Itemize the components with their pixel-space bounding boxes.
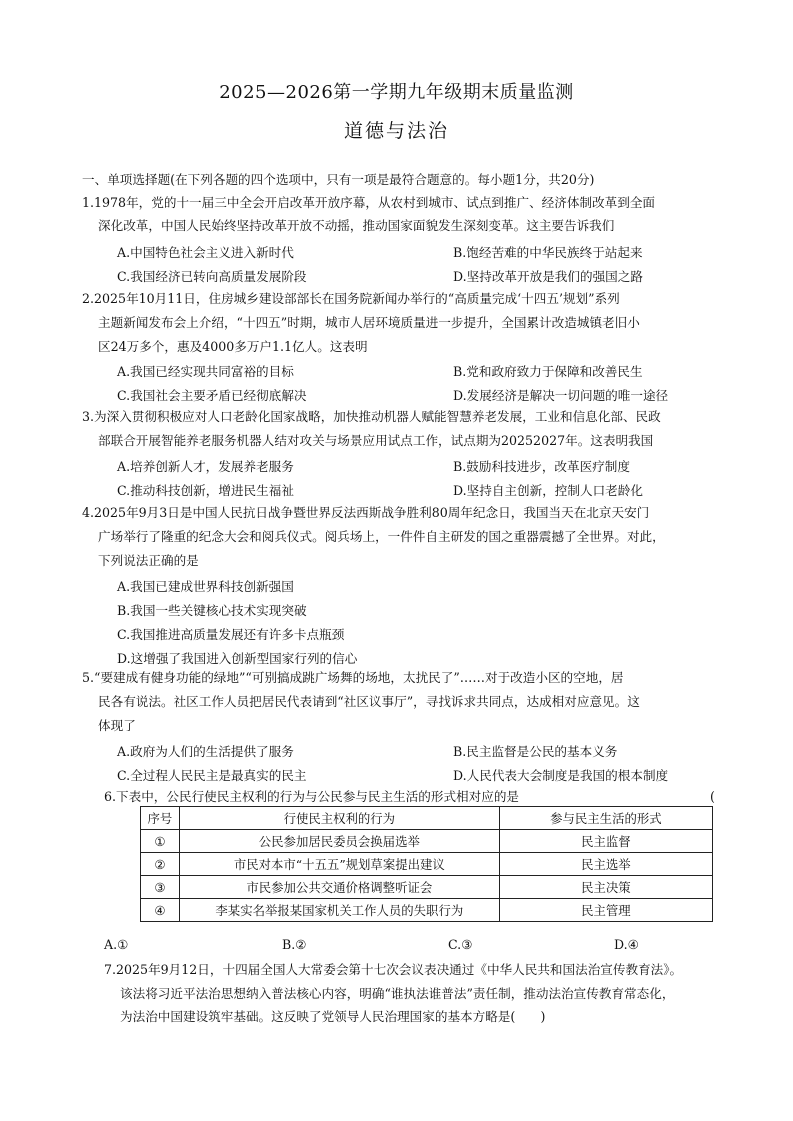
question-6-option-b: B.② bbox=[282, 937, 307, 952]
question-4-option-a: A.我国已建成世界科技创新强国 bbox=[117, 579, 294, 594]
question-3-line-2: 部联合开展智能养老服务机器人结对攻关与场景应用试点工作，试点期为20252027年。这表明我国 bbox=[98, 433, 654, 448]
question-3-option-b: B.鼓励科技进步，改革医疗制度 bbox=[453, 459, 630, 474]
table-cell: 李某实名举报某国家机关工作人员的失职行为 bbox=[179, 899, 499, 922]
exam-title: 2025—2026第一学期九年级期末质量监测 bbox=[219, 82, 574, 103]
table-header-cell: 参与民主生活的形式 bbox=[499, 807, 712, 830]
question-6-line: 6.下表中，公民行使民主权利的行为与公民参与民主生活的形式相对应的是 bbox=[104, 789, 520, 804]
table-cell: 民主选举 bbox=[499, 853, 712, 876]
question-4-option-b: B.我国一些关键核心技术实现突破 bbox=[117, 603, 307, 618]
question-6-option-a: A.① bbox=[104, 937, 129, 952]
question-7-line-3: 为法治中国建设筑牢基础。这反映了党领导人民治理国家的基本方略是( ) bbox=[120, 1009, 546, 1024]
question-1-line-1: 1.1978年，党的十一届三中全会开启改革开放序幕，从农村到城市、试点到推广、经济体制改革到全面 bbox=[82, 195, 656, 210]
table-header-row bbox=[141, 807, 713, 830]
question-5-option-d: D.人民代表大会制度是我国的根本制度 bbox=[453, 768, 669, 783]
question-7-line-1: 7.2025年9月12日，十四届全国人大常委会第十七次会议表决通过《中华人民共和国法治宣传教育法》。 bbox=[104, 962, 683, 977]
table-row bbox=[141, 899, 713, 922]
question-4-line-3: 下列说法正确的是 bbox=[98, 553, 199, 568]
question-5-line-3: 体现了 bbox=[98, 718, 136, 733]
question-1-option-b: B.饱经苦难的中华民族终于站起来 bbox=[453, 245, 643, 260]
question-3-option-d: D.坚持自主创新，控制人口老龄化 bbox=[453, 483, 643, 498]
question-2-line-2: 主题新闻发布会上介绍，“十四五”时期，城市人居环境质量进一步提升，全国累计改造城镇老旧小 bbox=[98, 315, 640, 330]
question-4-option-c: C.我国推进高质量发展还有许多卡点瓶颈 bbox=[117, 627, 345, 642]
table-cell: ① bbox=[141, 830, 180, 853]
question-1-option-d: D.坚持改革开放是我们的强国之路 bbox=[453, 269, 643, 284]
question-6-option-c: C.③ bbox=[448, 937, 473, 952]
question-5-option-b: B.民主监督是公民的基本义务 bbox=[453, 744, 618, 759]
question-5-option-a: A.政府为人们的生活提供了服务 bbox=[117, 744, 294, 759]
question-4-option-d: D.这增强了我国进入创新型国家行列的信心 bbox=[117, 651, 358, 666]
question-7-line-2: 该法将习近平法治思想纳入普法核心内容，明确“谁执法谁普法”责任制，推动法治宣传教育常态化， bbox=[120, 986, 675, 1001]
table-header-cell: 行使民主权利的行为 bbox=[179, 807, 499, 830]
question-2-option-d: D.发展经济是解决一切问题的唯一途径 bbox=[453, 388, 669, 403]
question-1-line-2: 深化改革，中国人民始终坚持改革开放不动摇，推动国家面貌发生深刻变革。这主要告诉我们 bbox=[98, 218, 615, 233]
table-cell: ④ bbox=[141, 899, 180, 922]
question-2-option-c: C.我国社会主要矛盾已经彻底解决 bbox=[117, 388, 307, 403]
section-heading: 一、单项选择题(在下列各题的四个选项中，只有一项是最符合题意的。每小题1分，共20分) bbox=[82, 172, 595, 187]
question-1-option-a: A.中国特色社会主义进入新时代 bbox=[117, 245, 294, 260]
table-cell: ③ bbox=[141, 876, 180, 899]
table-cell: 市民对本市“十五五”规划草案提出建议 bbox=[179, 853, 499, 876]
question-3-line-1: 3.为深入贯彻积极应对人口老龄化国家战略，加快推动机器人赋能智慧养老发展，工业和信息化部、民政 bbox=[82, 409, 661, 424]
table-cell: 民主管理 bbox=[499, 899, 712, 922]
question-6-answer-paren: ( bbox=[710, 789, 715, 804]
subject-title: 道德与法治 bbox=[343, 120, 449, 142]
question-1-option-c: C.我国经济已转向高质量发展阶段 bbox=[117, 269, 307, 284]
table-cell: 公民参加居民委员会换届选举 bbox=[179, 830, 499, 853]
question-4-line-2: 广场举行了隆重的纪念大会和阅兵仪式。阅兵场上，一件件自主研发的国之重器震撼了全世界。对此， bbox=[98, 529, 665, 544]
question-5-line-1: 5.“要建成有健身功能的绿地”“可别搞成跳广场舞的场地，太扰民了”……对于改造小区的空地，居 bbox=[82, 670, 624, 685]
question-3-option-a: A.培养创新人才，发展养老服务 bbox=[117, 459, 294, 474]
question-4-line-1: 4.2025年9月3日是中国人民抗日战争暨世界反法西斯战争胜利80周年纪念日，我国当天在北京天安门 bbox=[82, 505, 650, 520]
question-6-table bbox=[140, 806, 713, 922]
table-row bbox=[141, 830, 713, 853]
question-2-option-b: B.党和政府致力于保障和改善民生 bbox=[453, 364, 643, 379]
table-cell: 民主决策 bbox=[499, 876, 712, 899]
question-5-line-2: 民各有说法。社区工作人员把居民代表请到“社区议事厅”，寻找诉求共同点，达成相对应意见。这 bbox=[98, 694, 640, 709]
table-cell: ② bbox=[141, 853, 180, 876]
table-header-cell: 序号 bbox=[141, 807, 180, 830]
question-6-option-d: D.④ bbox=[614, 937, 639, 952]
question-3-option-c: C.推动科技创新，增进民生福祉 bbox=[117, 483, 294, 498]
question-2-line-3: 区24万多个，惠及4000多万户1.1亿人。这表明 bbox=[98, 339, 368, 354]
question-2-option-a: A.我国已经实现共同富裕的目标 bbox=[117, 364, 294, 379]
table-row bbox=[141, 876, 713, 899]
table-row bbox=[141, 853, 713, 876]
question-5-option-c: C.全过程人民民主是最真实的民主 bbox=[117, 768, 307, 783]
table-cell: 民主监督 bbox=[499, 830, 712, 853]
question-2-line-1: 2.2025年10月11日，住房城乡建设部部长在国务院新闻办举行的“高质量完成‘十四五’规划”系列 bbox=[82, 291, 620, 306]
table-cell: 市民参加公共交通价格调整听证会 bbox=[179, 876, 499, 899]
